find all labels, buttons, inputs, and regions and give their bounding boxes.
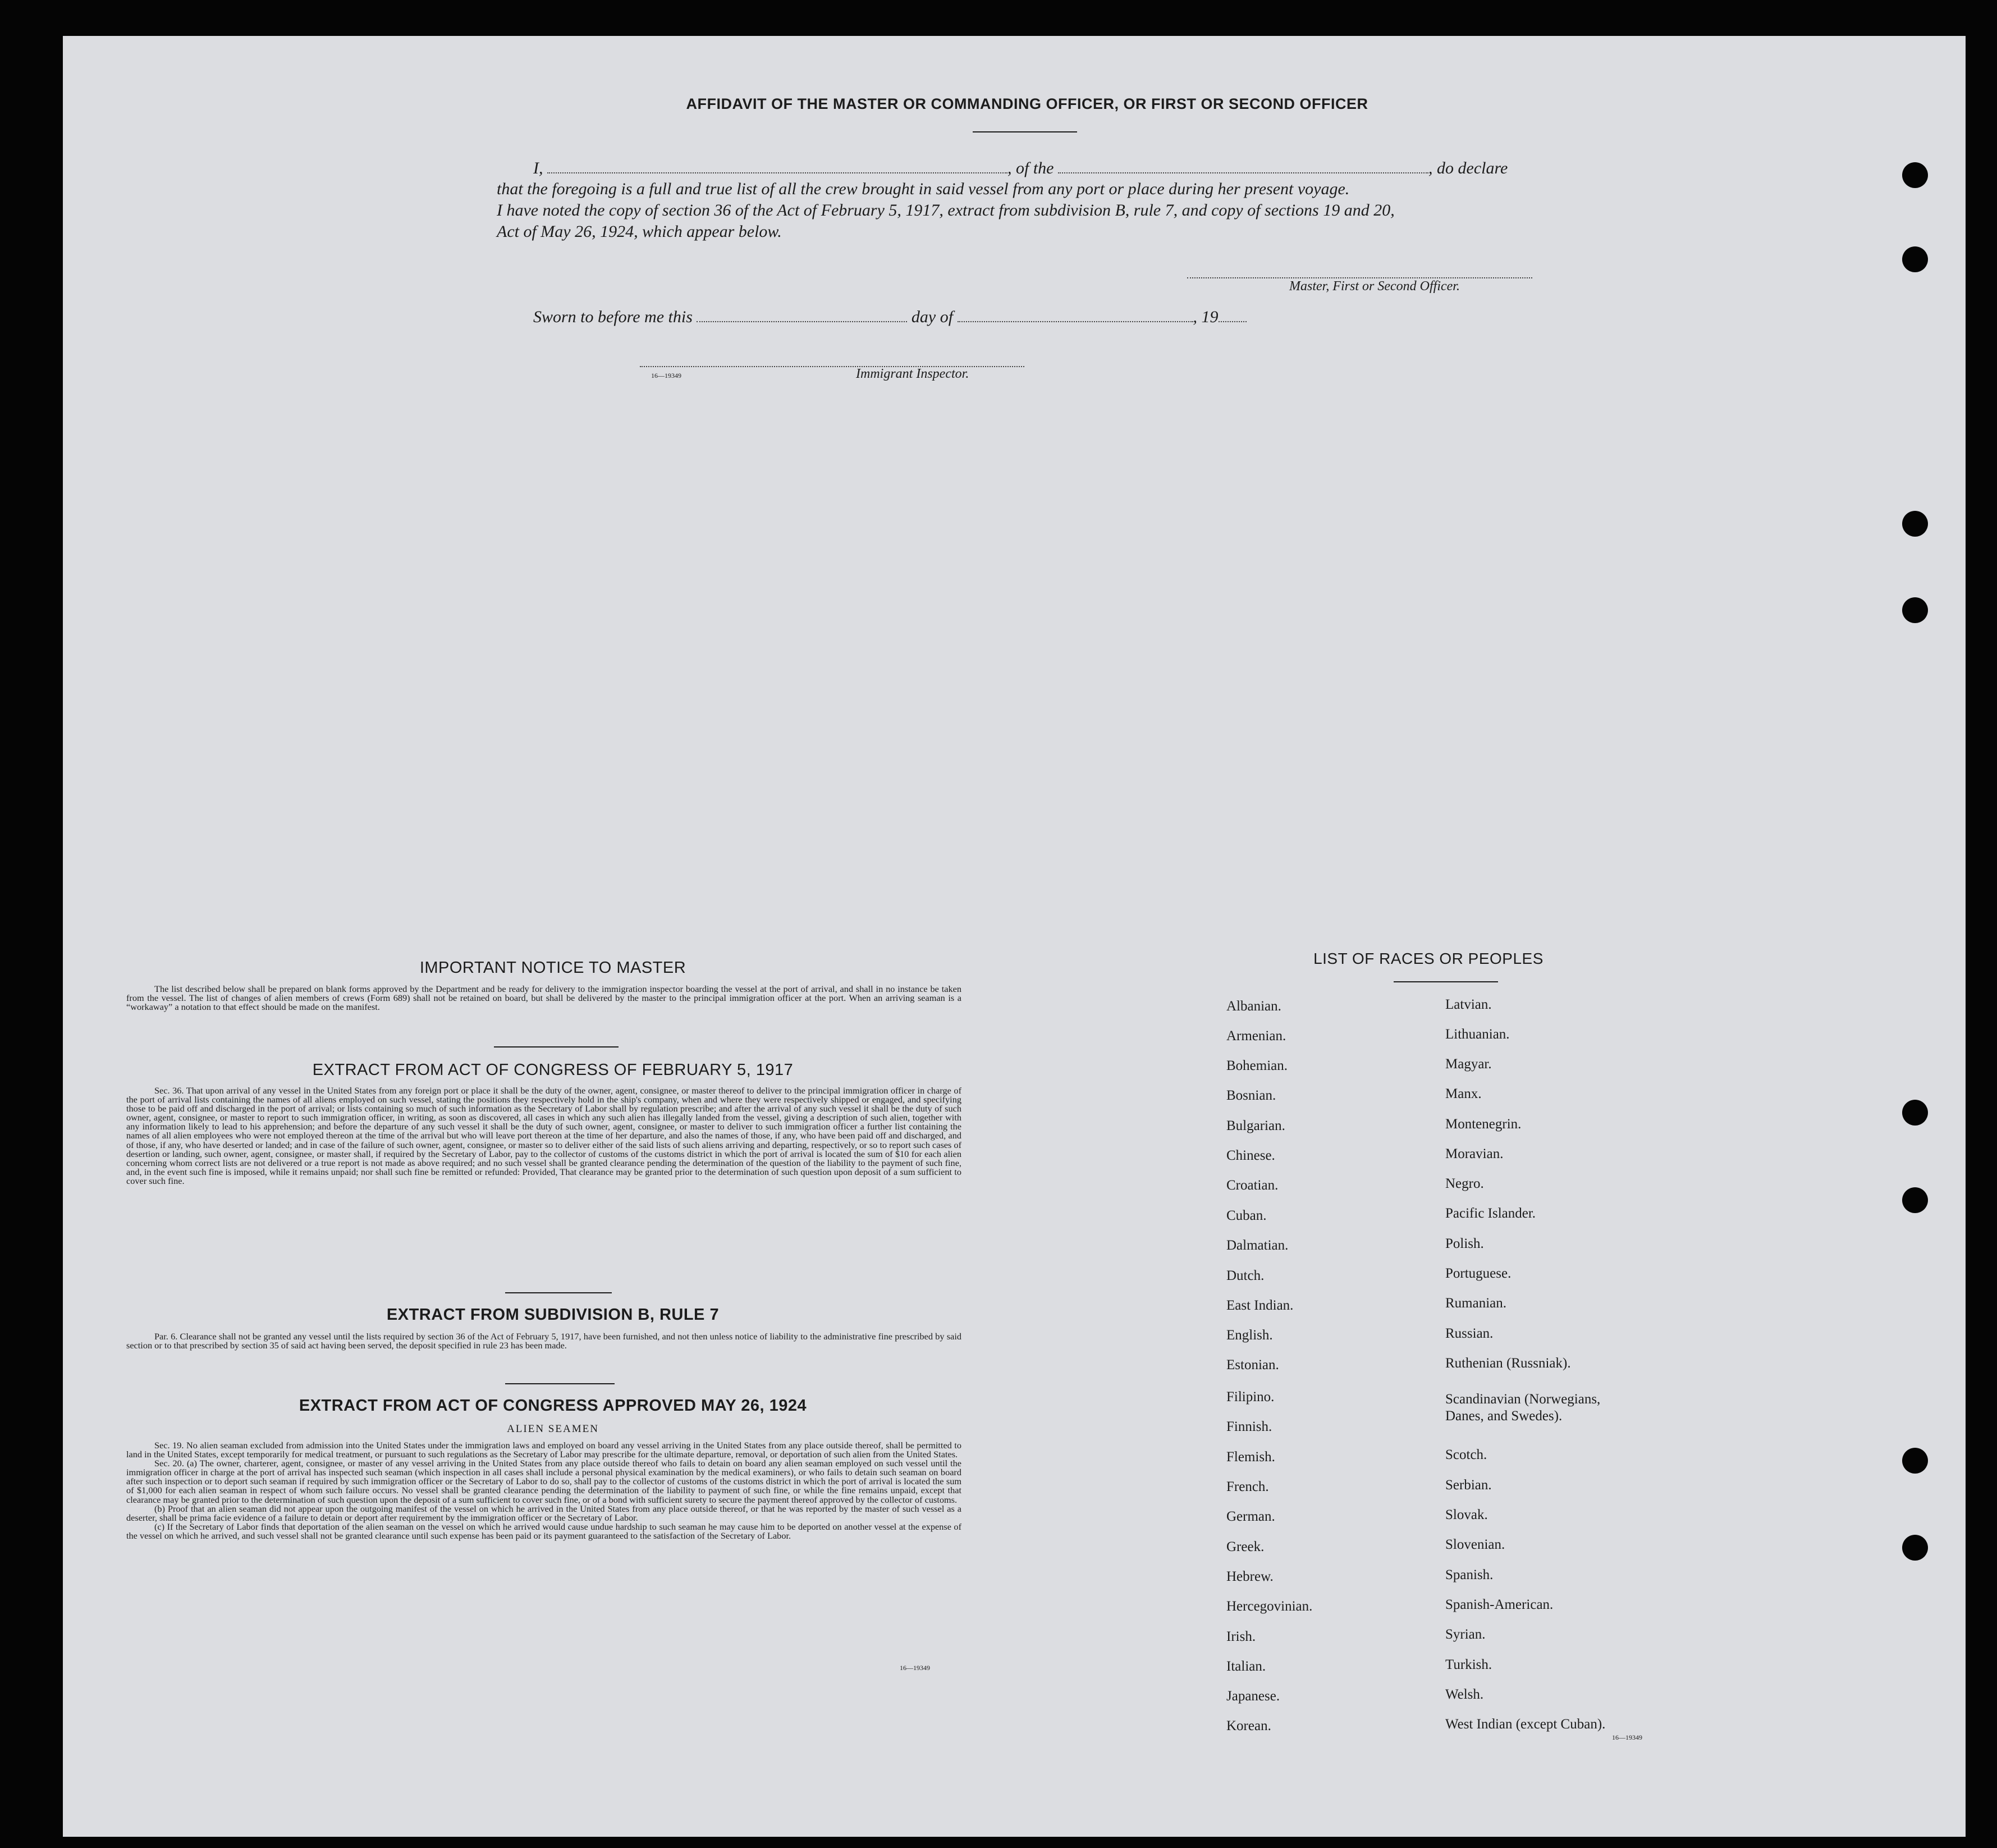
sec-20a-paragraph: Sec. 20. (a) The owner, charterer, agent, consignee, or master of any vessel arriving in the United States from any place outside thereof who fails to detain on board any alien seaman employed on such vessel until the immigration officer in charge at the port of arrival has inspected such seaman (which inspection in all cases shall include a personal physical examination by the medical examiners), or who fails to detain such seaman on board after such inspection or to deport such seaman if required by such immigration officer or the Secretary of Labor to do so, shall pay to the collector of customs of the customs district in which the port of arrival is located the sum of $1,000 for each alien seaman in respect of whom such failure occurs. No vessel shall be granted clearance pending the determination of the liability to payment of such fine, or while the fine remains unpaid, except that clearance may be granted prior to the determination of such question upon the deposit of a sum sufficient to cover such fine, or of a bond with sufficient surety to secure the payment thereof approved by the collector of customs. xyxy=(126,1458,961,1505)
race-item: German. xyxy=(1226,1509,1275,1524)
affidavit-line-3: I have noted the copy of section 36 of the Act of February 5, 1917, extract from subdivision B, rule 7, and copy of sections 19 and 20, xyxy=(497,201,1395,219)
master-name-field[interactable] xyxy=(547,160,1007,173)
race-item: Portuguese. xyxy=(1445,1266,1512,1281)
inspector-caption: Immigrant Inspector. xyxy=(856,367,969,381)
punch-hole xyxy=(1902,1100,1928,1126)
race-item: West Indian (except Cuban). xyxy=(1445,1717,1606,1732)
section-rule xyxy=(494,1046,619,1047)
notice-text xyxy=(126,985,961,1012)
race-item: Bohemian. xyxy=(1226,1058,1288,1073)
title-rule xyxy=(1394,981,1498,982)
race-item: Scotch. xyxy=(1445,1447,1487,1462)
races-title: LIST OF RACES OR PEOPLES xyxy=(1313,950,1543,967)
master-caption: Master, First or Second Officer. xyxy=(1289,279,1460,294)
race-item: Hercegovinian. xyxy=(1226,1599,1313,1614)
punch-hole xyxy=(1902,1448,1928,1474)
race-item: Finnish. xyxy=(1226,1419,1272,1434)
sworn-year-field[interactable] xyxy=(1219,309,1247,322)
race-item: Hebrew. xyxy=(1226,1569,1274,1584)
extract-rule7-title: EXTRACT FROM SUBDIVISION B, RULE 7 xyxy=(386,1306,720,1324)
punch-hole xyxy=(1902,162,1928,188)
race-item: Scandinavian (Norwegians, Danes, and Swedes). xyxy=(1445,1392,1601,1424)
inspector-signature-field[interactable] xyxy=(640,354,1024,367)
race-item: Welsh. xyxy=(1445,1687,1484,1702)
alien-seamen-subtitle: ALIEN SEAMEN xyxy=(507,1423,599,1435)
affidavit-i-label: I, xyxy=(533,159,543,177)
sworn-prefix: Sworn to before me this xyxy=(533,308,693,326)
sec-19-paragraph: Sec. 19. No alien seaman excluded from admission into the United States under the immigration laws and employed on board any vessel arriving in the United States from any place outside thereof, shall be permitted to land in the United States, except temporarily for medical treatment, or pursuant to such regulations as the Secretary of Labor may prescribe for the ultimate departure, removal, or deportation of such alien from the United States. xyxy=(126,1440,961,1460)
master-signature-field[interactable] xyxy=(1187,265,1532,278)
race-item: Polish. xyxy=(1445,1236,1484,1251)
sworn-day-of: day of xyxy=(911,308,954,326)
race-item: Slovenian. xyxy=(1445,1537,1505,1552)
race-item: Serbian. xyxy=(1445,1478,1492,1493)
sec-20b-paragraph: (b) Proof that an alien seaman did not appear upon the outgoing manifest of the vessel on which he arrived in the United States from any place outside thereof, or that he was reported by the master of such vessel as a deserter, shall be prima facie evidence of a failure to detain or deport after requirement by the immigration officer or the Secretary of Labor. xyxy=(126,1503,961,1523)
race-item: Cuban. xyxy=(1226,1208,1267,1223)
race-item: Magyar. xyxy=(1445,1056,1492,1072)
affidavit-declare-label: , do declare xyxy=(1428,159,1508,177)
race-item: Japanese. xyxy=(1226,1689,1280,1704)
punch-hole xyxy=(1902,1535,1928,1561)
affidavit-line-1 xyxy=(533,159,1600,178)
race-item: Albanian. xyxy=(1226,999,1281,1014)
race-item: Bulgarian. xyxy=(1226,1118,1285,1133)
punch-hole xyxy=(1902,511,1928,537)
race-item: Turkish. xyxy=(1445,1657,1492,1672)
race-item: Bosnian. xyxy=(1226,1088,1276,1103)
section-rule xyxy=(505,1383,615,1384)
race-item: Armenian. xyxy=(1226,1028,1286,1044)
par-6-paragraph: Par. 6. Clearance shall not be granted any vessel until the lists required by section 36 of the Act of February 5, 1917, have been furnished, and not then unless notice of liability to the administrative fine prescribed by said section or to that prescribed by section 35 of said act having been served, the deposit specified in rule 23 has been made. xyxy=(126,1331,961,1351)
race-item: Pacific Islander. xyxy=(1445,1206,1536,1221)
affidavit-line-2: that the foregoing is a full and true list of all the crew brought in said vessel from any port or place during her present voyage. xyxy=(497,180,1350,198)
race-item: French. xyxy=(1226,1479,1269,1494)
race-item: Italian. xyxy=(1226,1659,1266,1674)
form-number: 16—19349 xyxy=(1612,1733,1642,1741)
race-item: Lithuanian. xyxy=(1445,1027,1510,1042)
race-item: Dalmatian. xyxy=(1226,1238,1289,1253)
race-item: Rumanian. xyxy=(1445,1296,1507,1311)
race-item: Filipino. xyxy=(1226,1389,1275,1405)
extract-1917-title: EXTRACT FROM ACT OF CONGRESS OF FEBRUARY 5, 1917 xyxy=(312,1061,794,1079)
race-item: Greek. xyxy=(1226,1539,1265,1554)
title-rule xyxy=(973,131,1077,132)
race-item: English. xyxy=(1226,1328,1273,1343)
document-page xyxy=(63,36,1966,1837)
section-rule xyxy=(505,1292,612,1293)
form-number: 16—19349 xyxy=(651,372,681,379)
sworn-month-field[interactable] xyxy=(958,309,1193,322)
race-item: Flemish. xyxy=(1226,1449,1275,1465)
vessel-name-field[interactable] xyxy=(1058,160,1428,173)
extract-1924-title: EXTRACT FROM ACT OF CONGRESS APPROVED MAY 26, 1924 xyxy=(299,1397,807,1415)
extract-1924-text xyxy=(126,1441,961,1540)
sec-36-paragraph: Sec. 36. That upon arrival of any vessel in the United States from any foreign port or place it shall be the duty of the owner, agent, consignee, or master thereof to deliver to the principal immigration officer in charge of the port of arrival lists containing the names of all aliens employed on such vessel, stating the positions they respectively hold in the ship's company, when and where they were respectively shipped or engaged, and specifying those to be paid off and discharged in the port of arrival; or lists containing so much of such information as the Secretary of Labor shall by regulation prescribe; and after the arrival of any such vessel it shall be the duty of such owner, agent, consignee, or master to report to such immigration officer, in writing, as soon as discovered, all cases in which any such alien has illegally landed from the vessel, giving a description of such alien, together with any information likely to lead to his apprehension; and before the departure of any such vessel it shall be the duty of such owner, agent, consignee, or master to deliver to such immigration officer a further list containing the names of all alien employees who were not employed thereon at the time of the arrival but who will leave port thereon at the time of her departure, and also the names of those, if any, who have been paid off and discharged, and of those, if any, who have deserted or landed; and in case of the failure of such owner, agent, consignee, or master so to deliver either of the said lists of such aliens arriving and departing, respectively, or so to report such cases of desertion or landing, such owner, agent, consignee, or master shall, if required by the Secretary of Labor, pay to the collector of customs of the customs district in which the port of arrival is located the sum of $10 for each alien concerning whom correct lists are not delivered or a true report is not made as above required; and no such vessel shall be granted clearance pending the determination of the question of the liability to the payment of such fine, and, in the event such fine is imposed, while it remains unpaid; nor shall such fine be remitted or refunded: Provided, That clearance may be granted prior to the determination of such question upon deposit of a sum sufficient to cover such fine. xyxy=(126,1085,961,1186)
race-item: Spanish. xyxy=(1445,1567,1494,1582)
race-item: Croatian. xyxy=(1226,1178,1279,1193)
form-number: 16—19349 xyxy=(900,1664,930,1672)
race-item: Chinese. xyxy=(1226,1148,1275,1163)
race-item: Manx. xyxy=(1445,1086,1482,1101)
race-item: Syrian. xyxy=(1445,1627,1486,1642)
race-item: Moravian. xyxy=(1445,1146,1504,1161)
sworn-day-field[interactable] xyxy=(697,309,907,322)
race-item: Estonian. xyxy=(1226,1357,1279,1373)
race-item: Slovak. xyxy=(1445,1507,1488,1522)
sworn-year-prefix: , 19 xyxy=(1193,308,1219,326)
punch-hole xyxy=(1902,1187,1928,1213)
affidavit-title: AFFIDAVIT OF THE MASTER OR COMMANDING OFFICER, OR FIRST OR SECOND OFFICER xyxy=(686,95,1368,112)
affidavit-line-4: Act of May 26, 1924, which appear below. xyxy=(497,222,782,241)
race-item: Dutch. xyxy=(1226,1268,1265,1283)
race-item: Russian. xyxy=(1445,1326,1494,1341)
race-item: East Indian. xyxy=(1226,1298,1294,1313)
punch-hole xyxy=(1902,597,1928,623)
race-item: Ruthenian (Russniak). xyxy=(1445,1356,1571,1371)
race-item: Korean. xyxy=(1226,1718,1271,1733)
notice-title: IMPORTANT NOTICE TO MASTER xyxy=(419,959,686,977)
sec-20c-paragraph: (c) If the Secretary of Labor finds that deportation of the alien seaman on the vessel on which he arrived would cause undue hardship to such seaman he may cause him to be deported on another vessel at the expense of the vessel on which he arrived, and such vessel shall not be granted clearance until such expense has been paid or its payment guaranteed to the satisfaction of the Secretary of Labor. xyxy=(126,1521,961,1541)
race-item: Irish. xyxy=(1226,1629,1256,1644)
race-item: Montenegrin. xyxy=(1445,1117,1522,1132)
race-item: Latvian. xyxy=(1445,997,1492,1012)
extract-rule7-text xyxy=(126,1332,961,1350)
sworn-line xyxy=(533,308,1600,327)
punch-hole xyxy=(1902,246,1928,272)
notice-paragraph: The list described below shall be prepared on blank forms approved by the Department and be ready for delivery to the immigration inspector boarding the vessel at the port of arrival, and shall in no instance be taken from the vessel. The list of changes of alien members of crews (Form 689) shall not be retained on board, but shall be delivered by the master to the principal immigration officer at the port. When an arriving seaman is a “workaway” a notation to that effect should be made on the manifest. xyxy=(126,984,961,1013)
affidavit-of-the-label: , of the xyxy=(1007,159,1054,177)
extract-1917-text xyxy=(126,1086,961,1186)
race-item: Negro. xyxy=(1445,1176,1484,1191)
race-item: Spanish-American. xyxy=(1445,1597,1554,1612)
